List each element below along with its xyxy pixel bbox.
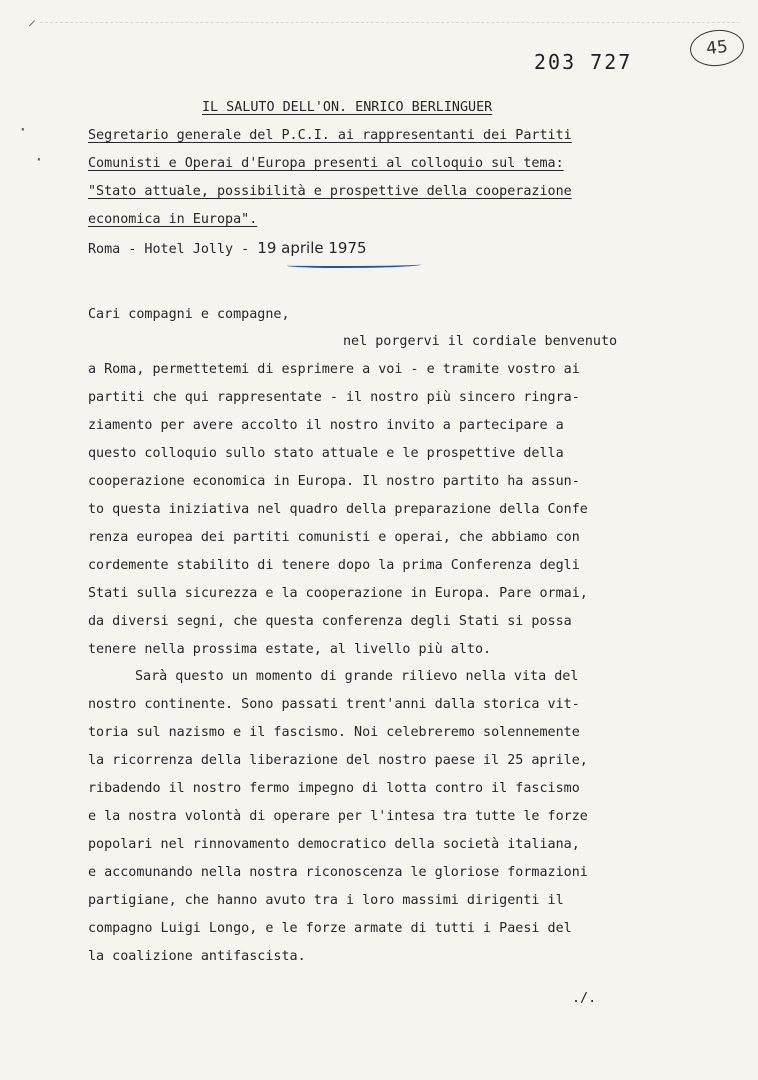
margin-mark: · [34, 150, 44, 169]
margin-mark: ⸝ [28, 10, 37, 29]
paragraph-line: partiti che qui rappresentate - il nostro più sincero ringra- [88, 390, 580, 405]
paragraph-line: partigiane, che hanno avuto tra i loro massimi dirigenti il [88, 893, 564, 908]
paragraph-line: Stati sulla sicurezza e la cooperazione in Europa. Pare ormai, [88, 586, 588, 601]
paragraph-line: renza europea dei partiti comunisti e operai, che abbiamo con [88, 530, 580, 545]
paragraph-line: e la nostra volontà di operare per l'intesa tra tutte le forze [88, 809, 588, 824]
paragraph-line: ribadendo il nostro fermo impegno di lotta contro il fascismo [88, 781, 580, 796]
paragraph-line: questo colloquio sullo stato attuale e le prospettive della [88, 446, 564, 461]
document-number: 203 727 [534, 50, 633, 74]
subtitle-line: "Stato attuale, possibilità e prospettive della cooperazione [88, 184, 572, 199]
paragraph-line: ziamento per avere accolto il nostro invito a partecipare a [88, 418, 564, 433]
paragraph-line: da diversi segni, che questa conferenza degli Stati si possa [88, 614, 572, 629]
subtitle-line: Comunisti e Operai d'Europa presenti al colloquio sul tema: [88, 156, 564, 171]
paragraph-line: e accomunando nella nostra riconoscenza le gloriose formazioni [88, 865, 588, 880]
paragraph-line: to questa iniziativa nel quadro della preparazione della Confe [88, 502, 588, 517]
place: Roma - Hotel Jolly - [88, 242, 258, 257]
paragraph-line: nel porgervi il cordiale benvenuto [343, 334, 618, 349]
paragraph-line: Sarà questo un momento di grande rilievo nella vita del [135, 669, 579, 684]
paragraph-line: nostro continente. Sono passati trent'anni dalla storica vit- [88, 697, 580, 712]
paragraph-line: a Roma, permettetemi di esprimere a voi - e tramite vostro ai [88, 362, 580, 377]
paragraph-line: toria sul nazismo e il fascismo. Noi celebreremo solennemente [88, 725, 580, 740]
subtitle-line: Segretario generale del P.C.I. ai rappresentanti dei Partiti [88, 128, 572, 143]
date: 19 aprile 1975 [257, 239, 367, 257]
subtitle-line: economica in Europa". [88, 212, 258, 227]
paragraph-line: popolari nel rinnovamento democratico della società italiana, [88, 837, 580, 852]
paragraph-line: la ricorrenza della liberazione del nostro paese il 25 aprile, [88, 753, 588, 768]
paragraph-line: compagno Luigi Longo, e le forze armate di tutti i Paesi del [88, 921, 572, 936]
handwritten-page-number: 45 [688, 27, 745, 68]
paragraph-line: cooperazione economica in Europa. Il nostro partito ha assun- [88, 474, 580, 489]
handwritten-underline [287, 262, 421, 268]
bleed-through-header [40, 0, 740, 23]
document-heading: IL SALUTO DELL'ON. ENRICO BERLINGUER [202, 100, 493, 115]
paragraph-line: la coalizione antifascista. [88, 949, 306, 964]
salutation: Cari compagni e compagne, [88, 307, 290, 322]
continuation-mark: ./. [572, 991, 597, 1006]
margin-mark: · [18, 120, 28, 139]
paragraph-line: cordemente stabilito di tenere dopo la prima Conferenza degli [88, 558, 580, 573]
place-line [88, 239, 367, 259]
paragraph-line: tenere nella prossima estate, al livello più alto. [88, 642, 492, 657]
